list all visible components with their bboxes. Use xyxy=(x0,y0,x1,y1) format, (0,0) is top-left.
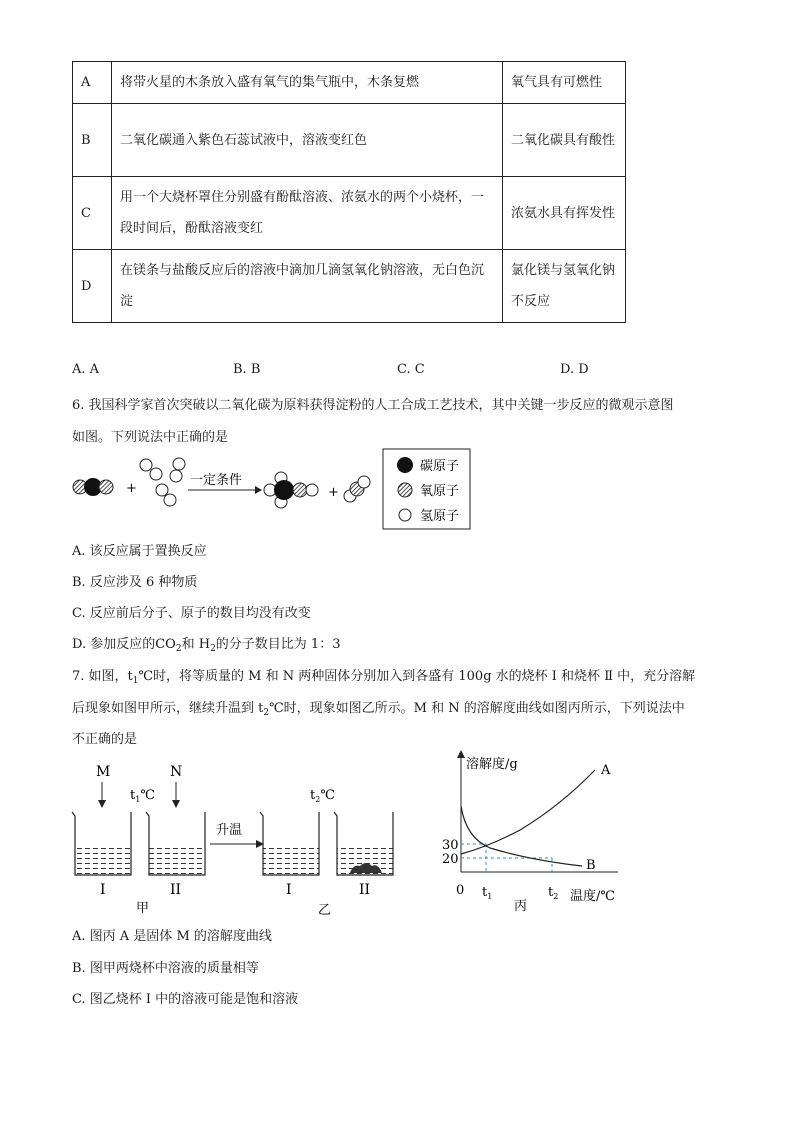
q6-stem-line2: 如图。下列说法中正确的是 xyxy=(72,430,229,445)
q5-choice-d[interactable]: D. D xyxy=(560,362,589,377)
experiment-cell: 用一个大烧杯罩住分别盛有酚酞溶液、浓氨水的两个小烧杯，一段时间后，酚酞溶液变红 xyxy=(112,177,503,250)
caption-yi: 乙 xyxy=(318,903,332,916)
curve-a-label: A xyxy=(601,763,611,778)
q5-choice-a[interactable]: A. A xyxy=(72,362,100,377)
q6-micro-diagram xyxy=(60,444,480,534)
table-row xyxy=(73,62,626,104)
co2-molecule xyxy=(73,478,113,496)
beaker-ii-yi xyxy=(334,812,393,875)
q6-stem-line1: 6. 我国科学家首次突破以二氧化碳为原料获得淀粉的人工合成工艺技术，其中关键一步反应的微观示意图 xyxy=(72,398,674,413)
y-tick-20: 20 xyxy=(442,852,459,867)
beaker-ii-jia xyxy=(146,812,205,875)
y-tick-30: 30 xyxy=(442,838,459,853)
oxygen-atom-icon xyxy=(398,483,412,497)
plus-sign: + xyxy=(126,481,137,496)
q7-option-b[interactable]: B. 图甲两烧杯中溶液的质量相等 xyxy=(72,961,259,976)
water-molecule xyxy=(344,476,370,502)
conclusion-cell: 二氧化碳具有酸性 xyxy=(503,104,626,177)
q7-stem-line1: 7. 如图，$t_1℃$时，将等质量的 M 和 N 两种固体分别加入到各盛有 100g 水的烧杯 I 和烧杯 Ⅱ 中，充分溶解 xyxy=(72,669,696,686)
caption-jia: 甲 xyxy=(136,901,150,916)
q5-choice-c[interactable]: C. C xyxy=(397,362,425,377)
experiment-cell: 二氧化碳通入紫色石蕊试液中，溶液变红色 xyxy=(112,104,503,177)
beaker-i-jia xyxy=(72,812,131,875)
x-tick-t1: $t_1$ xyxy=(482,885,493,901)
q6-option-b[interactable]: B. 反应涉及 6 种物质 xyxy=(72,575,198,590)
option-cell: A xyxy=(73,62,112,104)
x-axis-label: 温度/℃ xyxy=(570,889,615,904)
q6-option-a[interactable]: A. 该反应属于置换反应 xyxy=(72,544,207,559)
x-tick-t2: $t_2$ xyxy=(548,885,559,901)
conclusion-cell: 浓氨水具有挥发性 xyxy=(503,177,626,250)
beaker-label-i: I xyxy=(100,882,106,898)
q7-beaker-figure xyxy=(60,756,420,916)
option-cell: C xyxy=(73,177,112,250)
origin-label: 0 xyxy=(456,883,465,898)
carbon-atom-icon xyxy=(397,457,413,473)
legend-hydrogen: 氢原子 xyxy=(420,509,460,524)
t2-label: $t_2℃$ xyxy=(310,788,335,804)
option-cell: D xyxy=(73,250,112,323)
h2-molecules xyxy=(140,458,185,506)
hydrogen-atom-icon xyxy=(399,509,411,521)
y-axis-label: 溶解度/g xyxy=(466,757,518,772)
beaker-i-yi xyxy=(260,812,319,875)
q7-option-c[interactable]: C. 图乙烧杯 I 中的溶液可能是饱和溶液 xyxy=(72,992,299,1007)
heat-label: 升温 xyxy=(216,823,243,838)
curve-b-label: B xyxy=(586,858,596,873)
arrow-label: 一定条件 xyxy=(190,473,243,488)
atom-legend xyxy=(383,449,470,529)
beaker-label-ii: II xyxy=(359,882,371,898)
q7-stem-line2: 后现象如图甲所示，继续升温到 $t_2℃$时，现象如图乙所示。M 和 N 的溶解度曲线如图丙所示，下列说法中 xyxy=(72,701,685,718)
q6-option-c[interactable]: C. 反应前后分子、原子的数目均没有改变 xyxy=(72,606,311,621)
q7-option-a[interactable]: A. 图丙 A 是固体 M 的溶解度曲线 xyxy=(72,929,272,944)
experiment-cell: 将带火星的木条放入盛有氧气的集气瓶中，木条复燃 xyxy=(112,62,503,104)
conclusion-cell: 氧气具有可燃性 xyxy=(503,62,626,104)
legend-oxygen: 氧原子 xyxy=(420,484,460,499)
beaker-label-ii: II xyxy=(170,882,182,898)
t1-label: $t_1℃$ xyxy=(130,788,155,804)
q6-option-d[interactable]: D. 参加反应的$CO_2$和 $H_2$的分子数目比为 1：3 xyxy=(72,637,341,654)
table-row xyxy=(73,177,626,250)
option-cell: B xyxy=(73,104,112,177)
q5-table xyxy=(72,61,626,323)
table-row xyxy=(73,104,626,177)
q7-solubility-graph xyxy=(430,748,630,918)
caption-bing: 丙 xyxy=(514,899,528,914)
conclusion-cell: 氯化镁与氢氧化钠不反应 xyxy=(503,250,626,323)
plus-sign: + xyxy=(328,485,339,500)
q7-stem-line3: 不正确的是 xyxy=(72,732,138,747)
label-n: N xyxy=(170,764,183,780)
curve-a xyxy=(461,770,595,854)
table-row xyxy=(73,250,626,323)
beaker-label-i: I xyxy=(286,882,292,898)
label-m: M xyxy=(96,764,111,780)
q5-choice-b[interactable]: B. B xyxy=(233,362,261,377)
product-molecule xyxy=(264,472,318,508)
experiment-cell: 在镁条与盐酸反应后的溶液中滴加几滴氢氧化钠溶液，无白色沉淀 xyxy=(112,250,503,323)
legend-carbon: 碳原子 xyxy=(420,459,460,474)
curve-b xyxy=(461,806,582,866)
